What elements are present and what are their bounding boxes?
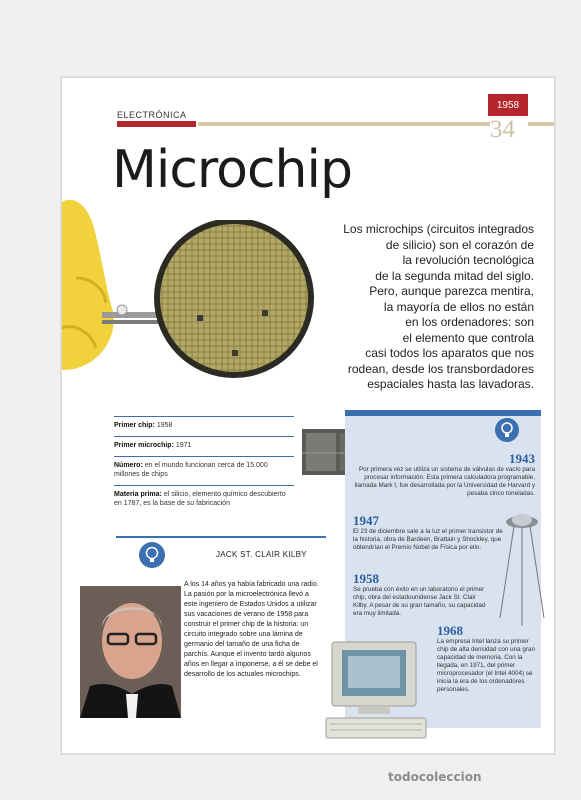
lightbulb-icon <box>495 418 519 442</box>
timeline-entry <box>437 624 537 694</box>
fact-value: el silicio, elemento químico descubierto en 1787, es la base de su fabricación <box>114 491 286 507</box>
intro-line: en los ordenadores: son <box>405 315 534 329</box>
section-label: ELECTRÓNICA <box>117 110 187 120</box>
timeline-text: La empresa Intel lanza su primer chip de alta densidad con una gran capacidad de memoria. Con la llegada, en 1971, del primer microprocesador (el Intel 4004) se inicia la era de los ordenadores personales. <box>437 638 536 693</box>
fact-value: en el mundo funcionan cerca de 15.000 millones de chips <box>114 462 268 478</box>
timeline-top-bar <box>345 410 541 416</box>
timeline-text: Se prueba con éxito en un laboratorio el primer chip, obra del estadounidense Jack St. Clair Kilby. A pesar de su gran tamaño, su capacidad era muy limitada. <box>353 586 486 617</box>
intro-line: espaciales hasta las lavadoras. <box>367 377 534 391</box>
kilby-heading: JACK ST. CLAIR KILBY <box>216 550 307 559</box>
timeline-year: 1968 <box>437 623 463 638</box>
intro-line: el elemento que controla <box>402 330 534 345</box>
intro-line: la revolución tecnológica <box>402 253 534 267</box>
page-number: 34 <box>490 116 515 143</box>
fact-item <box>114 416 294 436</box>
personal-computer-image <box>322 638 434 742</box>
section-underline <box>117 121 196 127</box>
intro-line: rodean, desde los transbordadores <box>347 361 534 376</box>
fact-label: Materia prima: <box>114 491 162 498</box>
timeline-year: 1947 <box>353 513 379 528</box>
timeline-text: El 23 de diciembre sale a la luz el primer transistor de la historia, obra de Bardeen, Brattain y Shockley, que obtendrían el Premio Nobel de Física por ello. <box>353 528 503 551</box>
satellite-image <box>492 508 552 628</box>
header-rule <box>198 122 490 126</box>
timeline-entry <box>353 514 503 552</box>
fact-label: Primer chip: <box>114 422 155 429</box>
fact-item <box>114 485 294 514</box>
fact-value: 1958 <box>156 422 173 429</box>
magazine-page <box>62 78 554 753</box>
fact-item <box>114 436 294 456</box>
kilby-section <box>116 536 326 728</box>
fact-label: Primer microchip: <box>114 442 174 449</box>
timeline-year: 1958 <box>353 571 379 586</box>
kilby-portrait <box>80 586 181 718</box>
fact-value: 1971 <box>175 442 192 449</box>
timeline-text: Por primera vez se utiliza un sistema de válvulas de vacío para procesar información. Esta primera calculadora programable, llamada Mark I, fue desarrollada por la Universidad de Harvard y pesaba cinco toneladas. <box>354 466 535 497</box>
timeline-entry <box>353 572 491 618</box>
intro-line: de silicio) son el corazón de <box>385 237 534 252</box>
fact-item <box>114 456 294 485</box>
year-badge: 1958 <box>488 94 528 116</box>
facts-list <box>114 416 294 514</box>
watermark: todocoleccion <box>388 770 482 784</box>
intro-line: Pero, aunque parezca mentira, <box>369 284 534 298</box>
intro-paragraph <box>294 222 534 393</box>
intro-line: casi todos los aparatos que nos <box>365 346 534 360</box>
kilby-bio: A los 14 años ya había fabricado una radio. La pasión por la microelectrónica llevó a este ingeniero de Estados Unidos a utilizar sus vacaciones de verano de 1958 para construir el primer chip de la historia: un circuito integrado sobre una lámina de germanio del tamaño de una ficha de parchís. Aunque el invento tardó algunos años en llegar a imponerse, a él se debe el desarrollo de los actuales microchips. <box>184 581 319 678</box>
intro-line: la mayoría de ellos no están <box>383 299 534 314</box>
page-title: Microchip <box>112 140 352 200</box>
intro-line: Los microchips (circuitos integrados <box>343 222 534 236</box>
intro-line: de la segunda mitad del siglo. <box>375 268 534 283</box>
lightbulb-icon <box>139 542 165 568</box>
timeline-year: 1943 <box>509 451 535 466</box>
fact-label: Número: <box>114 462 143 469</box>
header-rule <box>528 122 554 126</box>
timeline-entry <box>353 452 535 498</box>
